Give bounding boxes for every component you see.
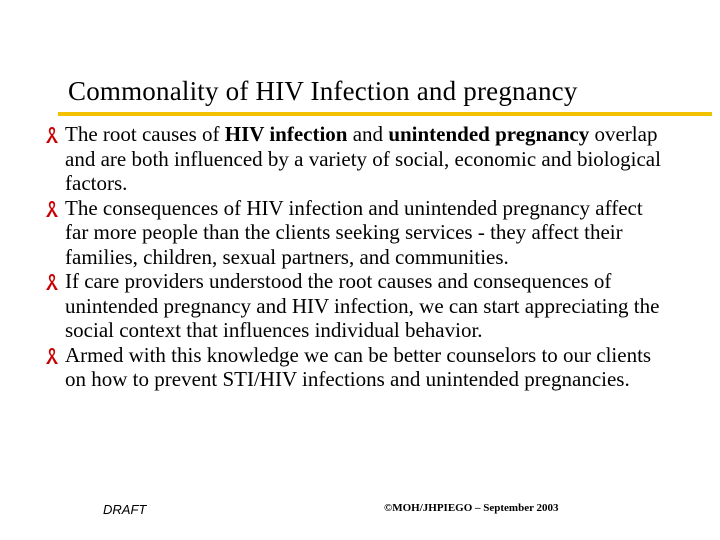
bullet-item [44,122,666,196]
bullet-text: The root causes of [65,122,225,146]
bullet-item [44,343,666,392]
title-underline [58,112,712,116]
bullet-text: and [347,122,389,146]
bullet-item [44,269,666,343]
slide-title: Commonality of HIV Infection and pregnancy [68,76,578,106]
bullet-text: Armed with this knowledge we can be better counselors to our clients on how to prevent STI/HIV infections and unintended pregnancies. [65,342,652,391]
red-ribbon-icon [44,200,60,218]
draft-label: DRAFT [103,502,147,517]
red-ribbon-icon [44,126,60,144]
copyright-footer: ©MOH/JHPIEGO – September 2003 [384,502,559,514]
bullet-bold-text: HIV infection [224,122,348,146]
bullet-text: The consequences of HIV infection and unintended pregnancy affect far more people than the clients seeking services - they affect their families, children, sexual partners, and communities. [65,195,643,269]
bullet-text: overlap and are both influenced by a variety of social, economic and biological factors. [65,122,661,195]
bullet-text: If care providers understood the root causes and consequences of unintended pregnancy and HIV infection, we can start appreciating the social context that influences individual behavior. [65,269,660,342]
bullet-list [44,122,666,392]
red-ribbon-icon [44,347,60,365]
bullet-item [44,196,666,270]
bullet-bold-text: unintended pregnancy [388,122,590,146]
red-ribbon-icon [44,273,60,291]
